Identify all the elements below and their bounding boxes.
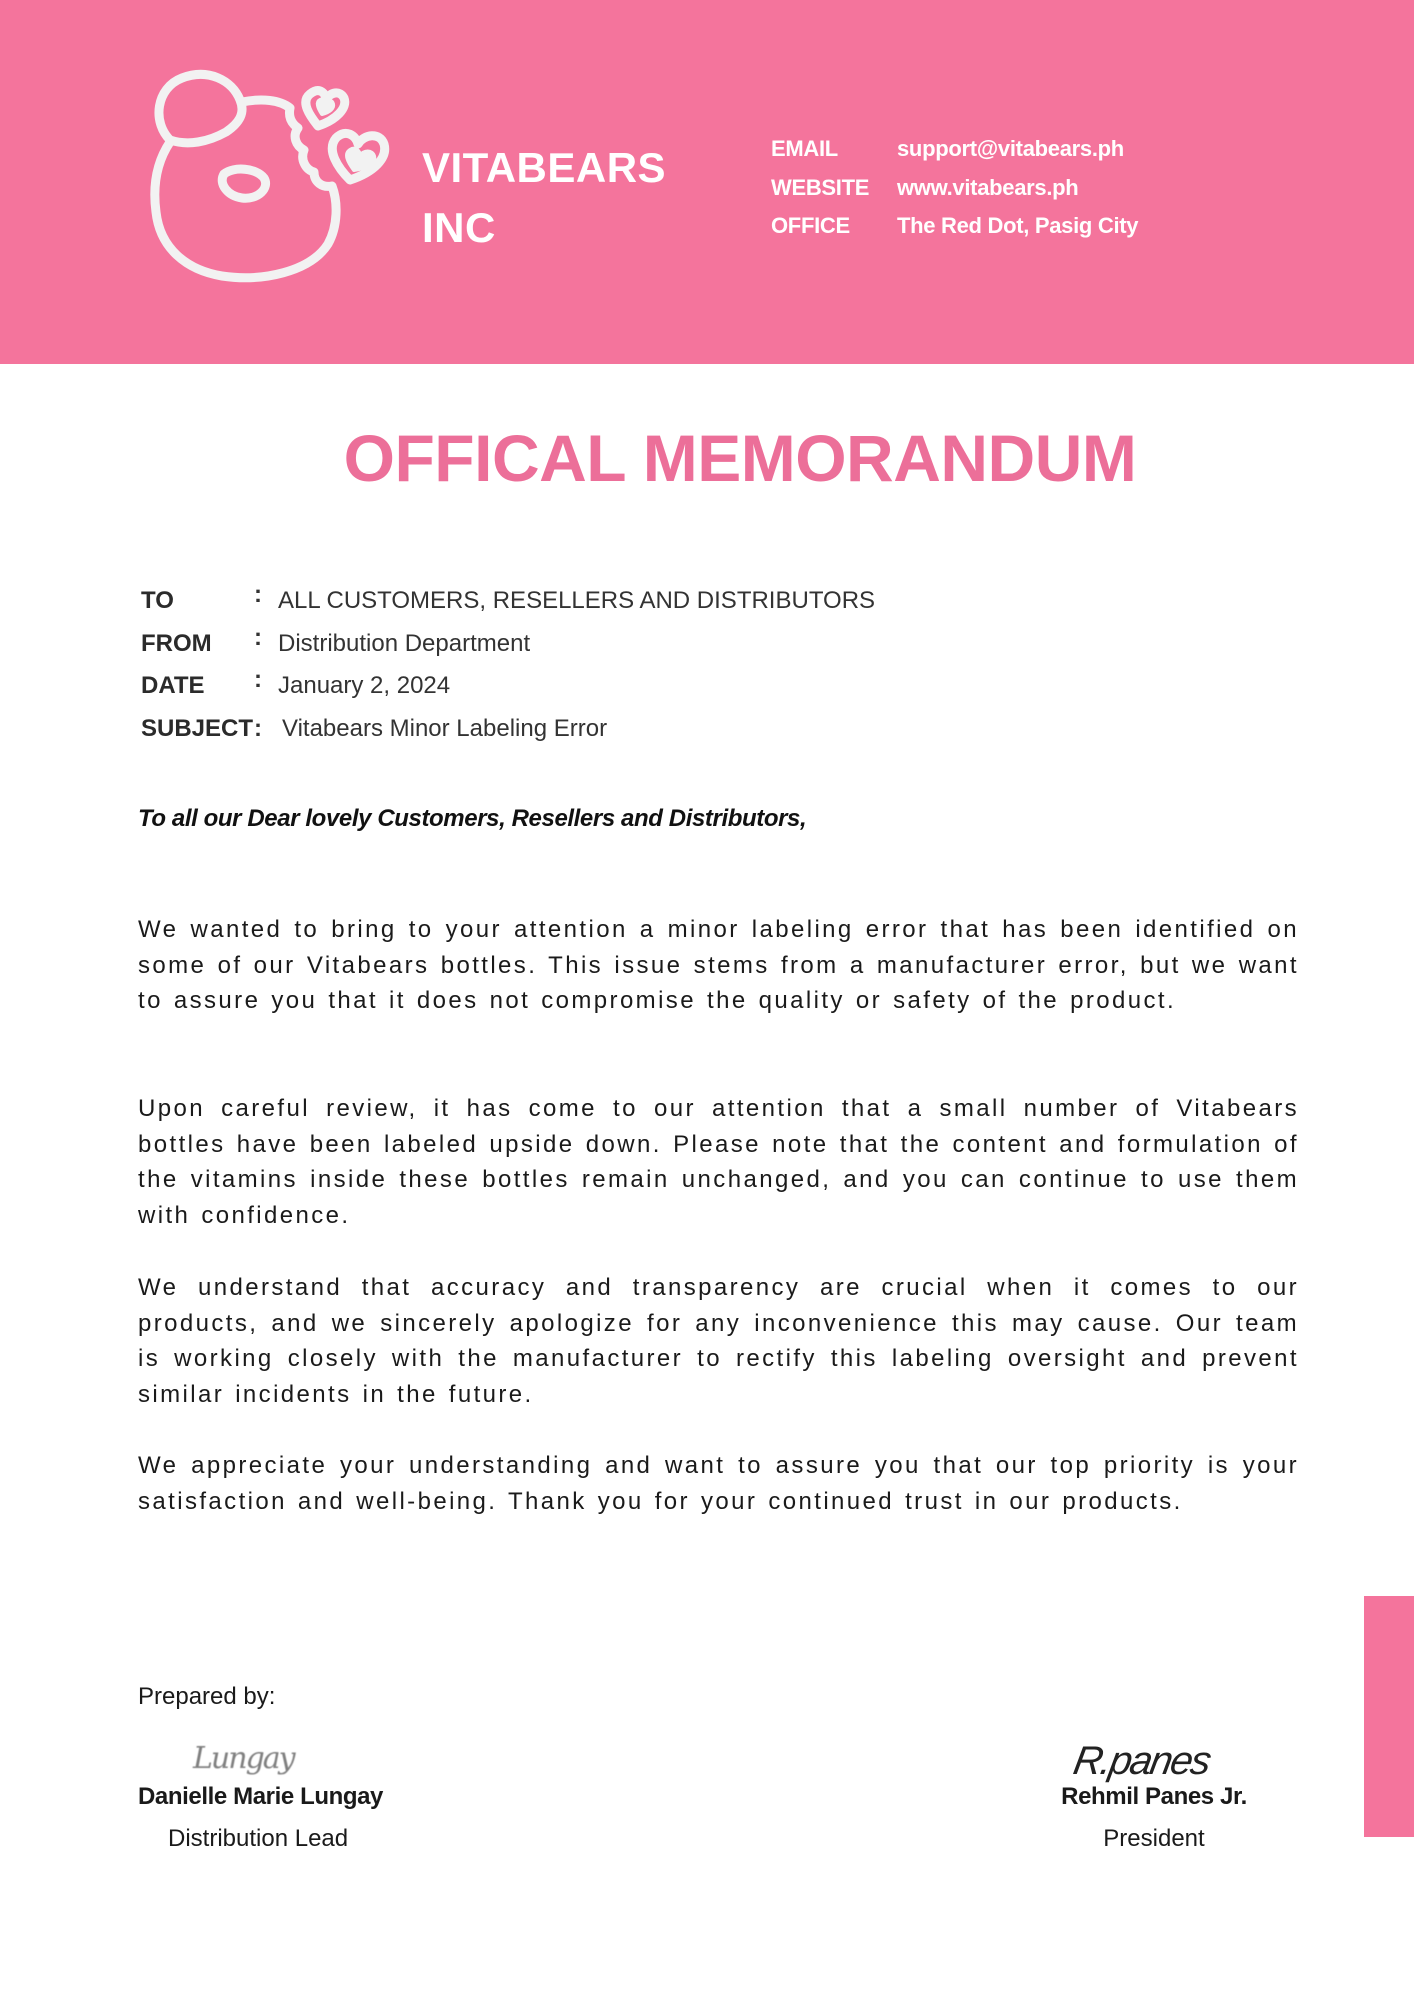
company-name	[422, 138, 666, 258]
letterhead-banner	[0, 0, 1414, 364]
salutation: To all our Dear lovely Customers, Resellers and Distributors,	[138, 805, 807, 832]
field-colon: :	[254, 714, 262, 742]
body-paragraph: Upon careful review, it has come to our attention that a small number of Vitabears bottles have been labeled upside down. Please note that the content and formulation of the vitamins inside these bottles remain unchanged, and you can continue to use them with confidence.	[138, 1095, 1299, 1229]
contact-label: EMAIL	[771, 136, 838, 161]
body-paragraph: We understand that accuracy and transparency are crucial when it comes to our products, and we sincerely apologize for any inconvenience this may cause. Our team is working closely with the manufacturer to rectify this labeling oversight and prevent similar incidents in the future.	[138, 1274, 1299, 1408]
memo-field-date	[141, 665, 875, 708]
field-value: Distribution Department	[278, 629, 531, 657]
field-colon: :	[254, 666, 262, 693]
prepared-by-label: Prepared by:	[138, 1683, 276, 1710]
field-value: January 2, 2024	[278, 672, 451, 699]
contact-row-website	[771, 169, 1138, 208]
signatory-role: President	[1103, 1825, 1205, 1852]
contact-label: WEBSITE	[771, 174, 870, 200]
field-colon: :	[254, 623, 262, 651]
memo-title: OFFICAL MEMORANDUM	[343, 421, 1137, 495]
email-link[interactable]: support@vitabears.ph	[897, 136, 1124, 161]
bear-with-hearts-logo-icon	[142, 62, 400, 288]
contact-info	[771, 130, 1138, 246]
memo-field-from	[141, 623, 875, 666]
decorative-side-bar	[1364, 1596, 1414, 1837]
signatory-role: Distribution Lead	[168, 1825, 349, 1852]
memo-field-subject	[141, 708, 875, 751]
body-paragraph: We wanted to bring to your attention a minor labeling error that has been identified on some of our Vitabears bottles. This issue stems from a manufacturer error, but we want to assure you that it does not compromise the quality or safety of the product.	[138, 916, 1299, 1015]
field-label: SUBJECT	[141, 714, 254, 742]
field-label: TO	[141, 587, 174, 614]
field-label: DATE	[141, 672, 205, 699]
contact-row-office	[771, 207, 1138, 246]
office-address: The Red Dot, Pasig City	[897, 213, 1139, 238]
contact-label: OFFICE	[771, 213, 850, 238]
company-name-line2: INC	[422, 204, 496, 251]
handwritten-signature: R.panes	[1070, 1739, 1213, 1783]
memo-field-to	[141, 580, 875, 623]
field-value: Vitabears Minor Labeling Error	[282, 714, 608, 742]
contact-row-email	[771, 130, 1138, 169]
website-link[interactable]: www.vitabears.ph	[897, 174, 1079, 200]
handwritten-signature: Lungay	[193, 1741, 294, 1776]
company-name-line1: VITABEARS	[422, 144, 667, 191]
field-label: FROM	[141, 629, 212, 657]
body-paragraph: We appreciate your understanding and want to assure you that our top priority is your satisfaction and well-being. Thank you for your continued trust in our products.	[138, 1452, 1299, 1515]
signatory-name: Danielle Marie Lungay	[138, 1783, 384, 1810]
field-colon: :	[254, 581, 262, 608]
memo-header-fields	[141, 580, 875, 750]
field-value: ALL CUSTOMERS, RESELLERS AND DISTRIBUTORS	[278, 587, 876, 614]
signatory-name: Rehmil Panes Jr.	[1061, 1783, 1247, 1810]
